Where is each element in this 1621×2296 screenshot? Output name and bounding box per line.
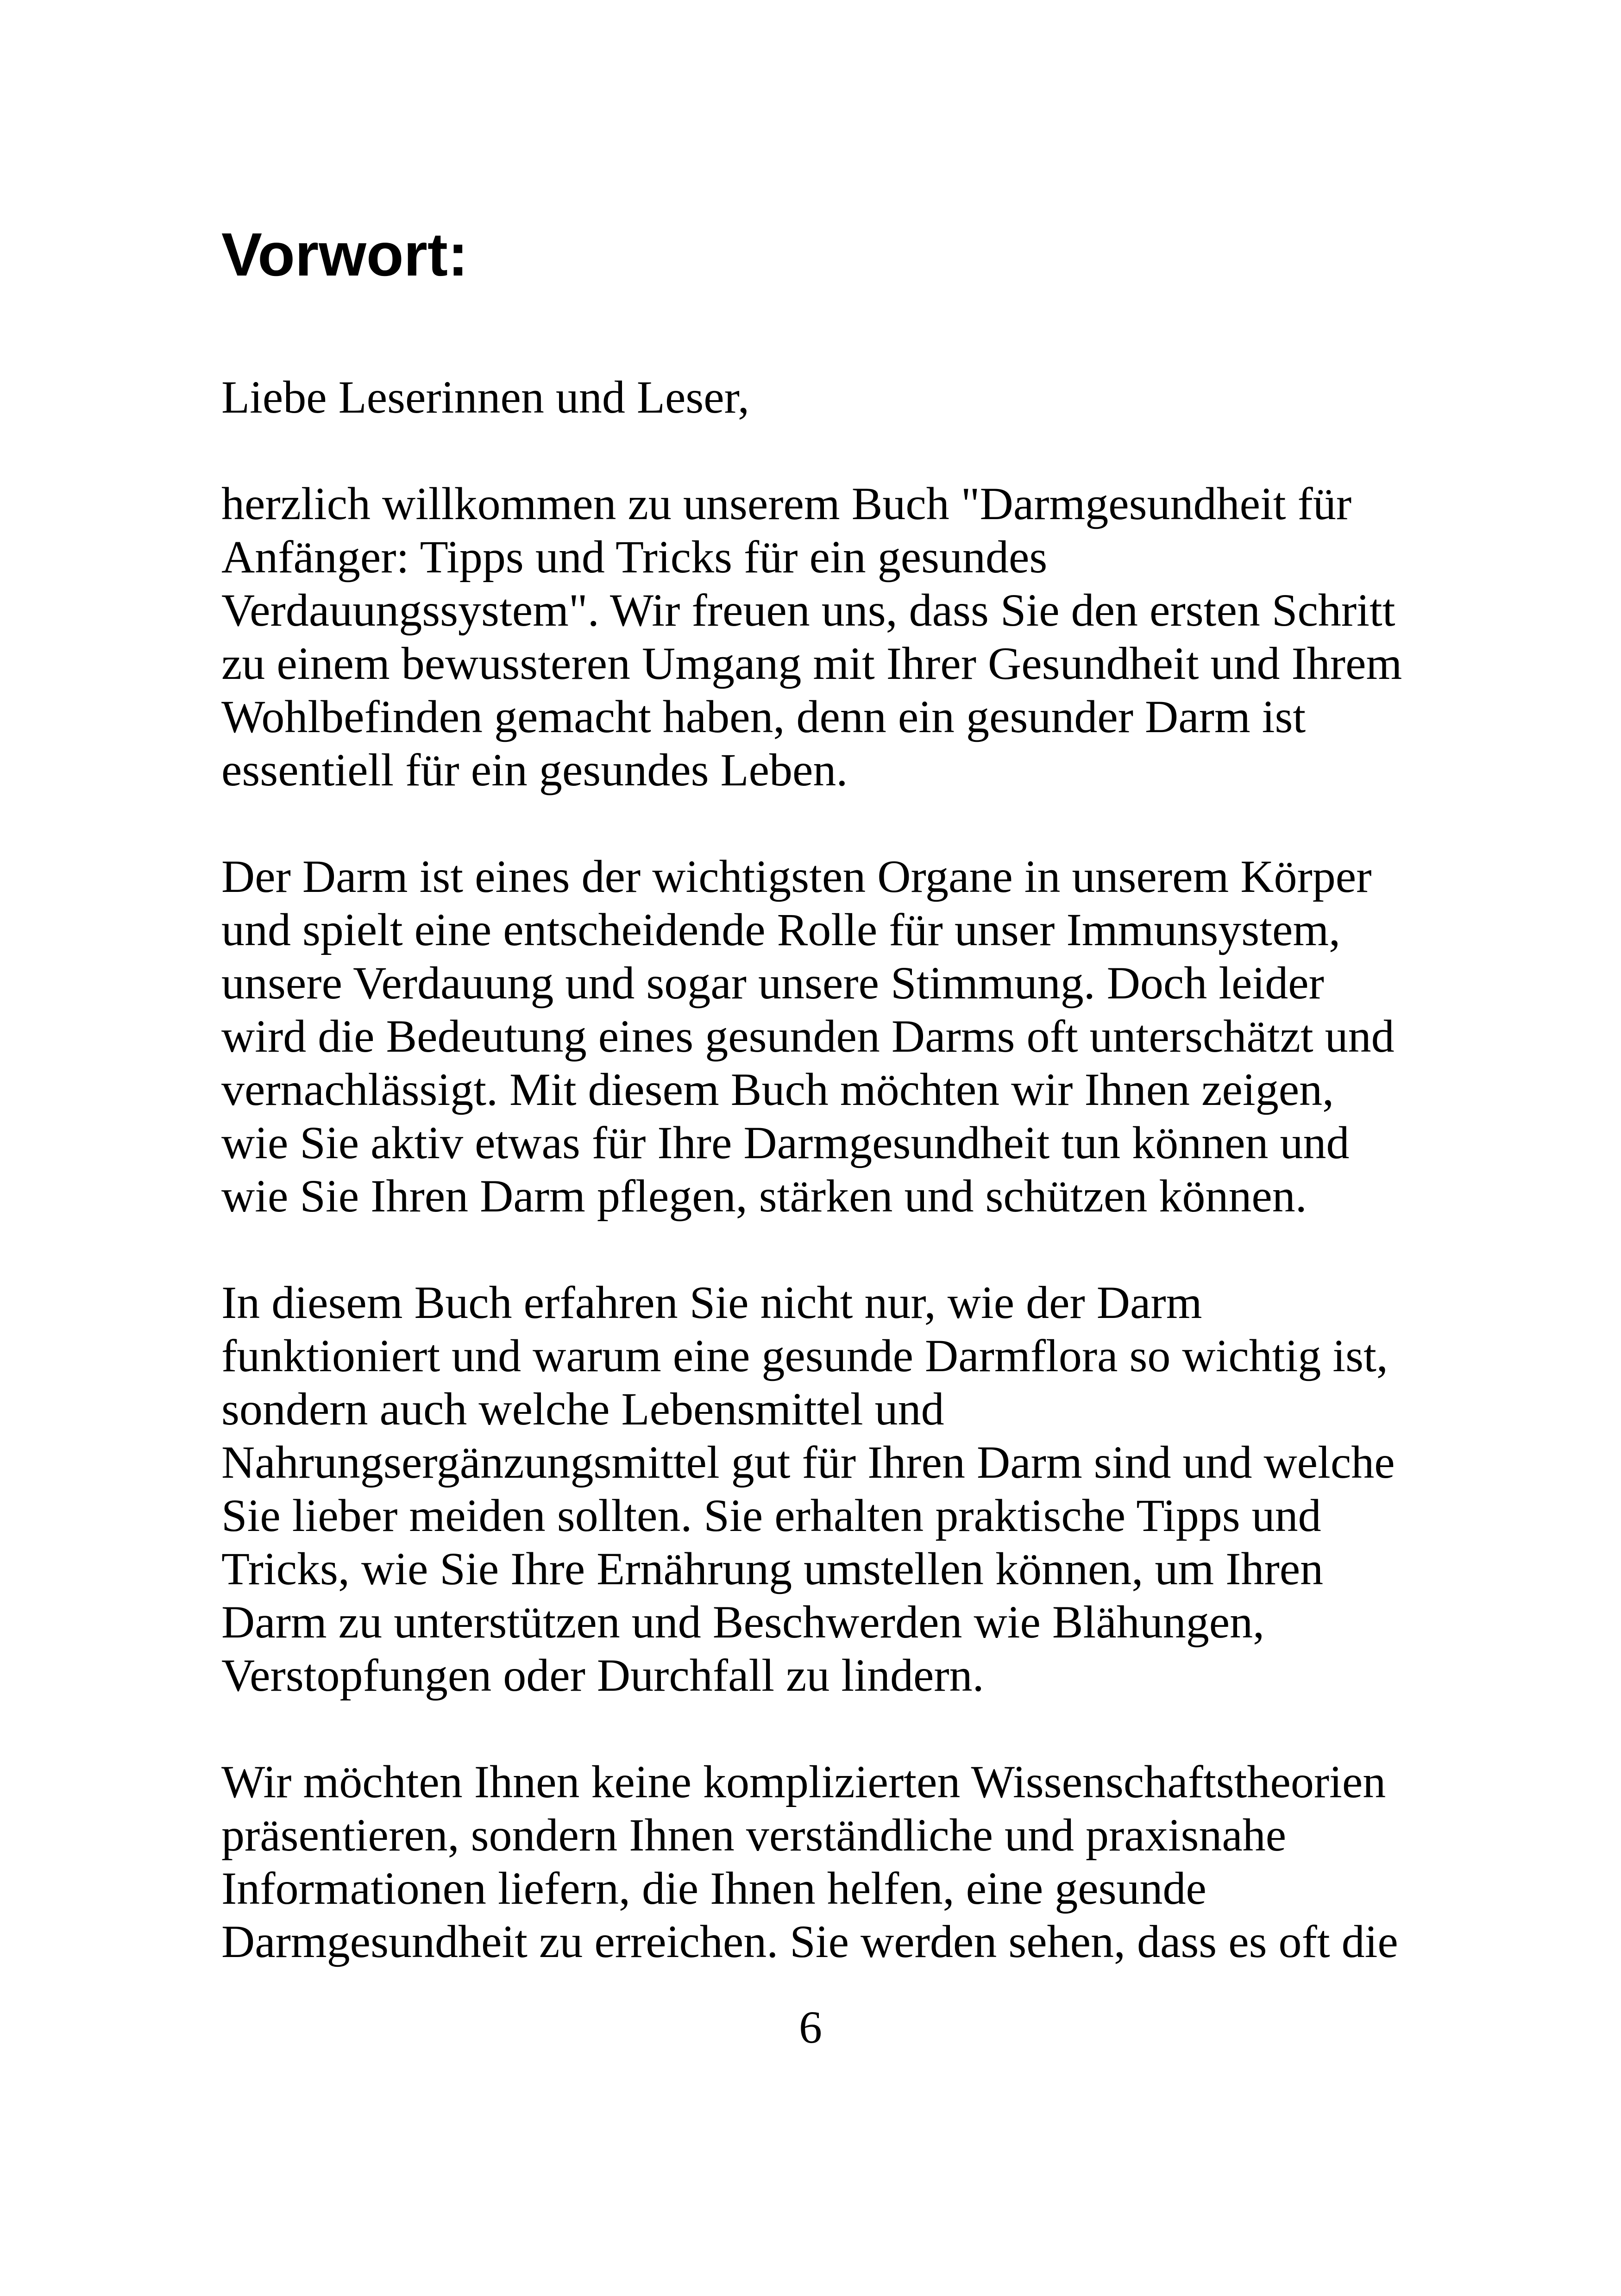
text-line: Wir möchten Ihnen keine komplizierten Wissenschaftstheorien [221, 1756, 1386, 1807]
text-line: Verstopfungen oder Durchfall zu lindern. [221, 1650, 984, 1701]
text-line: präsentieren, sondern Ihnen verständliche und praxisnahe [221, 1809, 1287, 1861]
text-line: Anfänger: Tipps und Tricks für ein gesundes [221, 531, 1048, 583]
text-line: Darm zu unterstützen und Beschwerden wie Blähungen, [221, 1596, 1265, 1648]
text-line: funktioniert und warum eine gesunde Darmflora so wichtig ist, [221, 1330, 1388, 1381]
text-line: Tricks, wie Sie Ihre Ernährung umstellen können, um Ihren [221, 1543, 1324, 1594]
text-line: Wohlbefinden gemacht haben, denn ein gesunder Darm ist [221, 691, 1306, 742]
text-line: wird die Bedeutung eines gesunden Darms oft unterschätzt und [221, 1010, 1395, 1062]
text-line: wie Sie aktiv etwas für Ihre Darmgesundheit tun können und [221, 1117, 1350, 1168]
paragraph-approach [221, 1755, 1426, 1968]
text-line: Informationen liefern, die Ihnen helfen, eine gesunde [221, 1863, 1206, 1914]
chapter-heading: Vorwort: [221, 220, 468, 289]
paragraph-darm-organ [221, 850, 1426, 1223]
text-line: Darmgesundheit zu erreichen. Sie werden sehen, dass es oft die [221, 1916, 1398, 1967]
text-line: unsere Verdauung und sogar unsere Stimmung. Doch leider [221, 957, 1324, 1009]
text-line: Sie lieber meiden sollten. Sie erhalten praktische Tipps und [221, 1490, 1321, 1541]
paragraph-intro [221, 477, 1426, 797]
text-line: zu einem bewussteren Umgang mit Ihrer Gesundheit und Ihrem [221, 638, 1402, 689]
text-line: essentiell für ein gesundes Leben. [221, 744, 848, 796]
text-line: und spielt eine entscheidende Rolle für unser Immunsystem, [221, 904, 1341, 955]
salutation: Liebe Leserinnen und Leser, [221, 371, 749, 423]
text-line: Verdauungssystem". Wir freuen uns, dass Sie den ersten Schritt [221, 584, 1395, 636]
text-line: vernachlässigt. Mit diesem Buch möchten wir Ihnen zeigen, [221, 1064, 1334, 1115]
paragraph-book-content [221, 1276, 1426, 1702]
page-number: 6 [799, 2001, 822, 2053]
text-line: wie Sie Ihren Darm pflegen, stärken und schützen können. [221, 1170, 1307, 1222]
text-line: sondern auch welche Lebensmittel und [221, 1383, 944, 1435]
text-line: Der Darm ist eines der wichtigsten Organe in unserem Körper [221, 851, 1372, 902]
text-line: herzlich willkommen zu unserem Buch "Darmgesundheit für [221, 478, 1352, 529]
text-line: In diesem Buch erfahren Sie nicht nur, wie der Darm [221, 1277, 1202, 1328]
text-line: Nahrungsergänzungsmittel gut für Ihren Darm sind und welche [221, 1437, 1395, 1488]
